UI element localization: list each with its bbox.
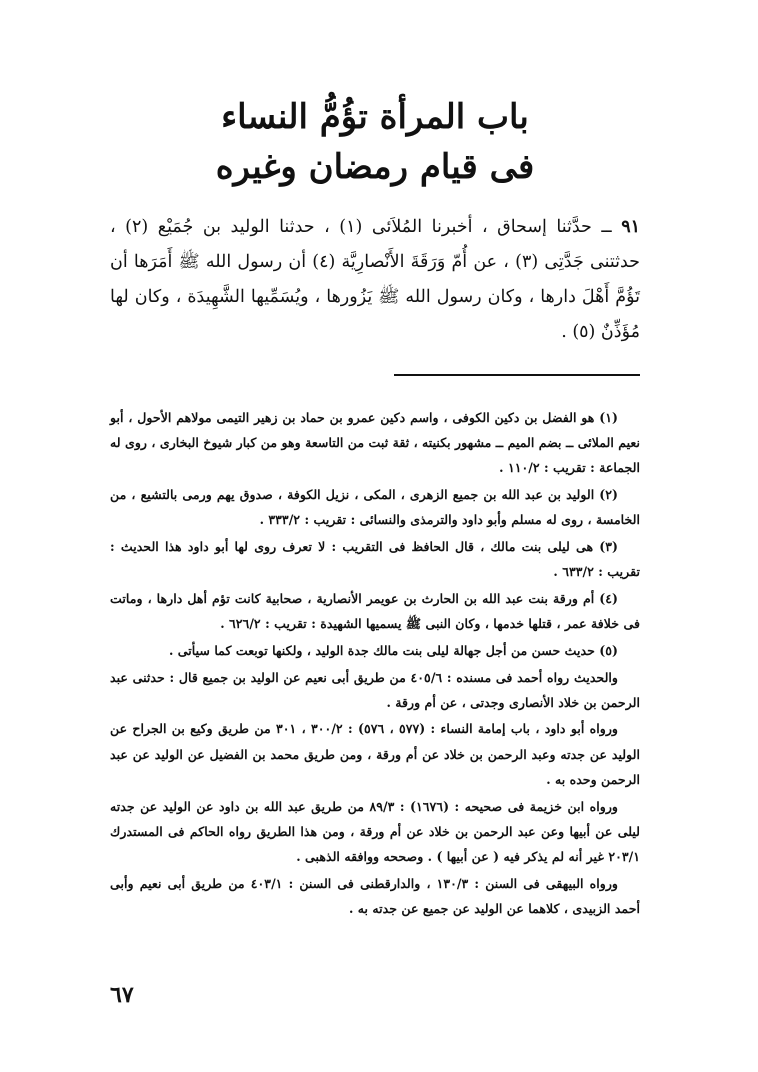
- chapter-title-line-2: فى قيام رمضان وغيره: [215, 147, 535, 187]
- hadith-paragraph: [110, 210, 640, 350]
- footnote-1: (١) هو الفضل بن دكين الكوفى ، واسم دكين عمرو بن حماد بن زهير التيمى مولاهم الأحول ، أبو نعيم الملائى ــ بضم الميم ــ مشهور بكنيته ، ثقة ثبت من التاسعة وهو من كبار شيوخ البخارى ، روى له الجماعة : تقريب : ١١٠/٢ .: [110, 410, 640, 476]
- footnotes: [110, 405, 640, 923]
- footnote-2: (٢) الوليد بن عبد الله بن جميع الزهرى ، المكى ، نزيل الكوفة ، صدوق يهم ورمى بالتشيع ، من الخامسة ، روى له مسلم وأبو داود والترمذى والنسائى : تقريب : ٣٣٣/٢ .: [110, 487, 640, 528]
- hadith-text: ــ حدَّثنا إسحاق ، أخبرنا المُلاَئى (١) ، حدثنا الوليد بن جُمَيْع (٢) ، حدثتنى جَدَّتِى (٣) ، عن أُمّ وَرَقَةَ الأَنْصارِيَّة (٤) أن رسول الله ﷺ أَمَرَها أن تَؤُمَّ أَهْلَ دارها ، وكان رسول الله ﷺ يَزُورها ، ويُسَمِّيها الشَّهِيدَة ، وكان لها مُؤَذِّنٌ (٥) .: [110, 217, 641, 342]
- page-number: ٦٧: [110, 982, 134, 1008]
- footnote-5-bayhaqi: ورواه البيهقى فى السنن : ١٣٠/٣ ، والدارقطنى فى السنن : ٤٠٣/١ من طريق أبى نعيم وأبى أحمد الزبيدى ، كلاهما عن الوليد عن جميع عن جدته به .: [110, 875, 640, 916]
- footnote-3: (٣) هى ليلى بنت مالك ، قال الحافظ فى التقريب : لا تعرف روى لها أبو داود هذا الحديث : تقريب : ٦٣٣/٢ .: [110, 539, 640, 580]
- footnote-5-abudawud: ورواه أبو داود ، باب إمامة النساء : (٥٧٧ ، ٥٧٦) : ٣٠٠/٢ ، ٣٠١ من طريق وكيع بن الجراح عن الوليد عن جدته وعبد الرحمن بن خلاد عن أم ورقة ، ومن طريق محمد بن الفضيل عن الوليد عن عبد الرحمن وحده به .: [110, 721, 640, 787]
- footnote-5-ibnkhuzaymah: ورواه ابن خزيمة فى صحيحه : (١٦٧٦) : ٨٩/٣ من طريق عبد الله بن داود عن الوليد عن جدته ليلى عن أبيها وعن عبد الرحمن بن خلاد عن أم ورقة ، ومن هذا الطريق رواه الحاكم فى المستدرك ٢٠٣/١ غير أنه لم يذكر فيه ( عن أبيها ) . وصححه ووافقه الذهبى .: [110, 798, 640, 864]
- chapter-title-line-1: باب المرأة تؤُمُّ النساء: [221, 97, 529, 137]
- footnote-divider: [394, 374, 640, 376]
- footnote-5: (٥) حديث حسن من أجل جهالة ليلى بنت مالك جدة الوليد ، ولكنها توبعت كما سيأتى .: [168, 642, 618, 658]
- footnote-4: (٤) أم ورقة بنت عبد الله بن الحارث بن عويمر الأنصارية ، صحابية كانت تؤم أهل دارها ، وماتت فى خلافة عمر ، قتلها خدمها ، وكان النبى ﷺ يسميها الشهيدة : تقريب : ٦٢٦/٢ .: [110, 590, 640, 632]
- hadith-number: ٩١: [621, 217, 641, 237]
- chapter-title: [110, 92, 640, 192]
- footnote-5-ahmad: والحديث رواه أحمد فى مسنده : ٤٠٥/٦ من طريق أبى نعيم عن الوليد بن جميع قال : حدثنى عبد الرحمن بن خلاد الأنصارى وجدتى ، عن أم ورقة .: [110, 669, 640, 710]
- page: [110, 0, 640, 1072]
